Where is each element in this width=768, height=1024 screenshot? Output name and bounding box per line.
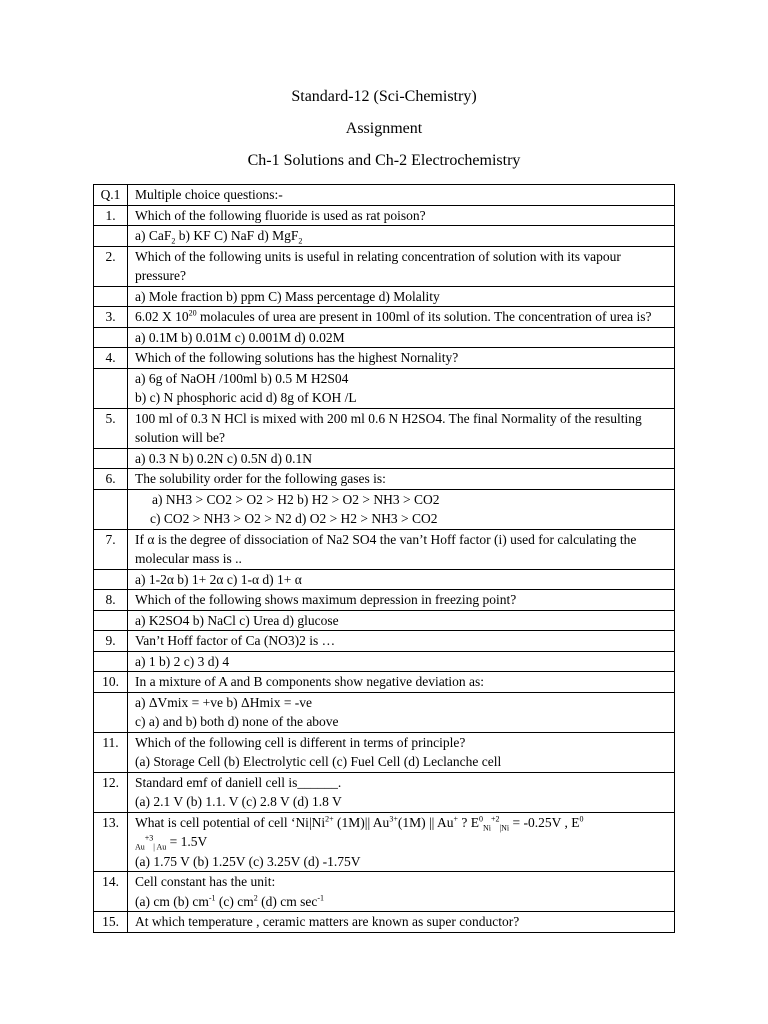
table-row	[94, 651, 675, 672]
question-number: 5.	[94, 408, 128, 448]
answer-options: (a) Storage Cell (b) Electrolytic cell (c) Fuel Cell (d) Leclanche cell	[135, 754, 502, 769]
question-number: 10.	[94, 672, 128, 693]
table-row	[94, 610, 675, 631]
question-text: What is cell potential of cell ‘$Ni|Ni^{2+}$ (1M)|| $Au^{3+}(1M)$ || Au+ ? $E^0_{Ni}^{+2}_{|Ni} = -0.25V$ , $E^0$ $_{Au}^{+3}_{| Au}$ = 1.5V (a) 1.75 V (b) 1.25V (c) 3.25V (d) -1.75V	[128, 812, 675, 872]
table-row	[94, 692, 675, 732]
question-number: 1.	[94, 205, 128, 226]
answer-options: (a) 2.1 V (b) 1.1. V (c) 2.8 V (d) 1.8 V	[135, 794, 342, 809]
answer-options: a) ΔVmix = +ve b) ΔHmix = -ve c) a) and b) both d) none of the above	[128, 692, 675, 732]
table-row	[94, 448, 675, 469]
answer-options: a) NH3 > CO2 > O2 > H2 b) H2 > O2 > NH3 > CO2 c) CO2 > NH3 > O2 > N2 d) O2 > H2 > NH3 > CO2	[128, 489, 675, 529]
table-row	[94, 348, 675, 369]
question-number: 3.	[94, 307, 128, 328]
answer-options: a) 6g of NaOH /100ml b) 0.5 M H2S04 b) c) N phosphoric acid d) 8g of KOH /L	[128, 368, 675, 408]
question-number: 2.	[94, 246, 128, 286]
table-row	[94, 489, 675, 529]
table-row	[94, 569, 675, 590]
question-text: Van’t Hoff factor of Ca (NO3)2 is …	[128, 631, 675, 652]
table-row	[94, 327, 675, 348]
question-number: 9.	[94, 631, 128, 652]
answer-options: a) K2SO4 b) NaCl c) Urea d) glucose	[128, 610, 675, 631]
table-row	[94, 872, 675, 912]
question-text: Which of the following cell is different in terms of principle? (a) Storage Cell (b) Electrolytic cell (c) Fuel Cell (d) Leclanche cell	[128, 732, 675, 772]
question-number: 4.	[94, 348, 128, 369]
answer-options: a) Mole fraction b) ppm C) Mass percentage d) Molality	[128, 286, 675, 307]
answer-options: (a) cm (b) $cm^{-1}$ (c) $cm^2$ (d) cm $\sec^{-1}$	[135, 893, 325, 909]
table-row	[94, 226, 675, 247]
question-number: 11.	[94, 732, 128, 772]
answer-options: a) 0.1M b) 0.01M c) 0.001M d) 0.02M	[128, 327, 675, 348]
answer-options: a) 1 b) 2 c) 3 d) 4	[128, 651, 675, 672]
document-title: Standard-12 (Sci-Chemistry)	[291, 88, 477, 105]
table-row	[94, 286, 675, 307]
answer-options: a) CaF$_2$ b) KF C) NaF d) MgF$_2$	[128, 226, 675, 247]
question-text: Standard emf of daniell cell is______. (a) 2.1 V (b) 1.1. V (c) 2.8 V (d) 1.8 V	[128, 772, 675, 812]
question-text: Which of the following fluoride is used as rat poison?	[128, 205, 675, 226]
question-text: Which of the following units is useful in relating concentration of solution with its vapour pressure?	[128, 246, 675, 286]
table-row	[94, 307, 675, 328]
question-text: Which of the following solutions has the highest Nornality?	[128, 348, 675, 369]
table-row	[94, 912, 675, 933]
questions-table	[93, 184, 675, 933]
question-text: If α is the degree of dissociation of Na2 SO4 the van’t Hoff factor (i) used for calculating the molecular mass is ..	[128, 529, 675, 569]
table-row	[94, 732, 675, 772]
question-number: 12.	[94, 772, 128, 812]
question-number: 15.	[94, 912, 128, 933]
question-text: At which temperature , ceramic matters are known as super conductor?	[128, 912, 675, 933]
question-text: 100 ml of 0.3 N HCl is mixed with 200 ml 0.6 N H2SO4. The final Normality of the resulting solution will be?	[128, 408, 675, 448]
table-row	[94, 185, 675, 206]
chapter-title: Ch-1 Solutions and Ch-2 Electrochemistry	[247, 152, 521, 169]
question-number: 13.	[94, 812, 128, 872]
document-subtitle: Assignment	[345, 120, 423, 137]
question-text: Cell constant has the unit: (a) cm (b) $cm^{-1}$ (c) $cm^2$ (d) cm $\sec^{-1}$	[128, 872, 675, 912]
table-row	[94, 246, 675, 286]
table-row	[94, 631, 675, 652]
question-number: Q.1	[94, 185, 128, 206]
question-number: 14.	[94, 872, 128, 912]
answer-options: a) 0.3 N b) 0.2N c) 0.5N d) 0.1N	[128, 448, 675, 469]
question-number: 6.	[94, 469, 128, 490]
answer-options: a) 1-2α b) 1+ 2α c) 1-α d) 1+ α	[128, 569, 675, 590]
section-title: Multiple choice questions:-	[128, 185, 675, 206]
question-text: In a mixture of A and B components show negative deviation as:	[128, 672, 675, 693]
table-row	[94, 205, 675, 226]
table-row	[94, 408, 675, 448]
table-row	[94, 529, 675, 569]
table-row	[94, 672, 675, 693]
table-row	[94, 469, 675, 490]
question-number: 7.	[94, 529, 128, 569]
table-row	[94, 590, 675, 611]
table-row	[94, 368, 675, 408]
question-text: 6.02 X $10^{20}$ molacules of urea are present in 100ml of its solution. The concentration of urea is?	[128, 307, 675, 328]
answer-options: (a) 1.75 V (b) 1.25V (c) 3.25V (d) -1.75V	[135, 853, 361, 869]
table-row	[94, 812, 675, 872]
question-text: Which of the following shows maximum depression in freezing point?	[128, 590, 675, 611]
question-number: 8.	[94, 590, 128, 611]
question-text: The solubility order for the following gases is:	[128, 469, 675, 490]
table-row	[94, 772, 675, 812]
